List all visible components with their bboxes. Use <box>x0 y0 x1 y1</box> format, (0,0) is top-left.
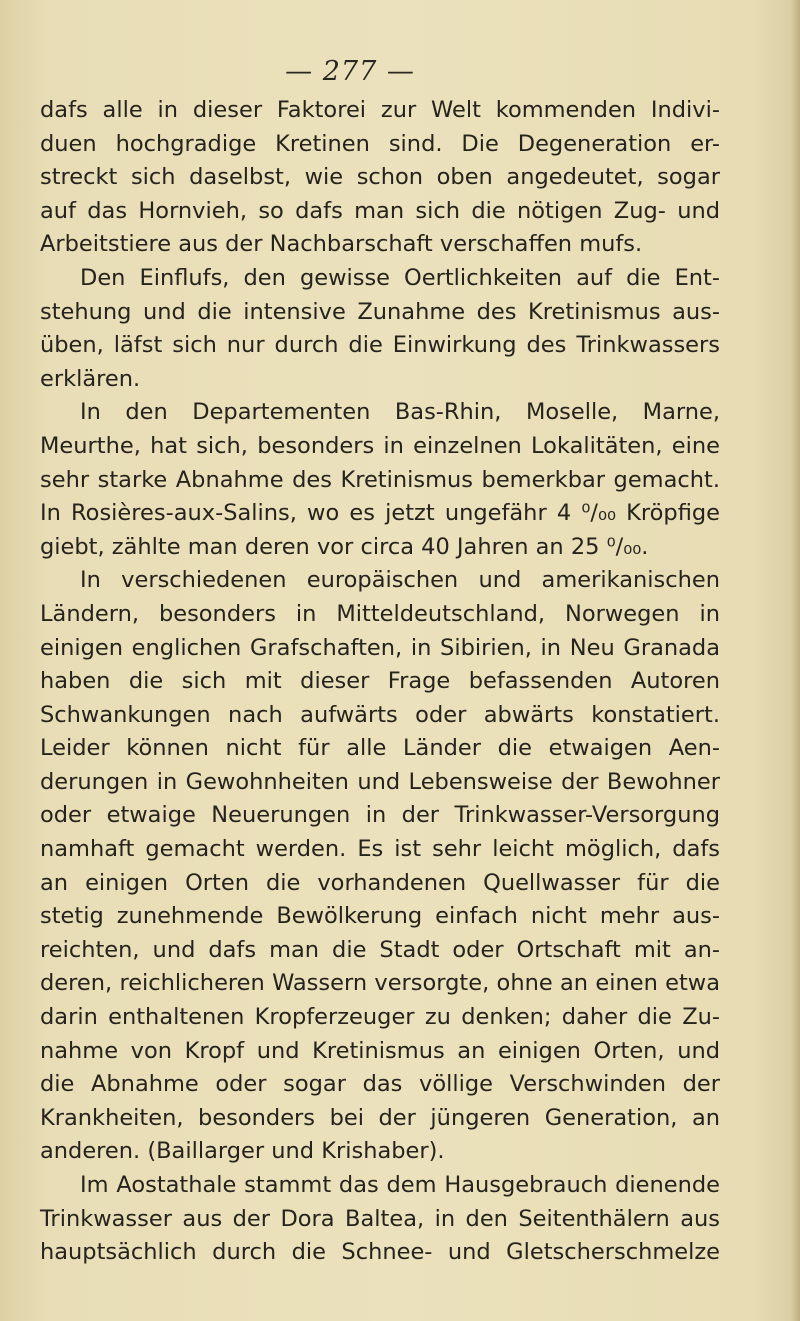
text-line: anderen. (Baillarger und Krishaber). <box>40 1138 445 1165</box>
text-line: darin enthaltenen Kropferzeuger zu denken; daher die Zu- <box>40 1004 720 1031</box>
text-line: duen hochgradige Kretinen sind. Die Degeneration er- <box>40 130 720 157</box>
text-line: die Abnahme oder sogar das völlige Verschwinden der <box>40 1071 720 1098</box>
text-line: haben die sich mit dieser Frage befassenden Autoren <box>40 668 720 695</box>
text-line: auf das Hornvieh, so dafs man sich die nötigen Zug- und <box>40 197 720 224</box>
body-text <box>40 94 720 1270</box>
text-line: deren, reichlicheren Wassern versorgte, ohne an einen etwa <box>40 970 720 997</box>
text-line: an einigen Orten die vorhandenen Quellwasser für die <box>40 869 720 896</box>
text-line: reichten, und dafs man die Stadt oder Ortschaft mit an- <box>40 936 720 963</box>
text-line: streckt sich daselbst, wie schon oben angedeutet, sogar <box>40 164 720 191</box>
text-line: Im Aostathale stammt das dem Hausgebrauch dienende <box>80 1172 720 1198</box>
text-line: In den Departementen Bas-Rhin, Moselle, Marne, <box>80 399 720 426</box>
text-line: In verschiedenen europäischen und amerikanischen <box>80 567 720 594</box>
text-line: In Rosières-aux-Salins, wo es jetzt ungefähr 4 ⁰/₀₀ Kröpfige <box>40 500 720 527</box>
text-line: namhaft gemacht werden. Es ist sehr leicht möglich, dafs <box>40 836 720 863</box>
text-line: nahme von Kropf und Kretinismus an einigen Orten, und <box>40 1037 720 1064</box>
text-line: Ländern, besonders in Mitteldeutschland, Norwegen in <box>40 600 720 627</box>
text-line: stehung und die intensive Zunahme des Kretinismus aus- <box>40 298 720 325</box>
text-line: Trinkwasser aus der Dora Baltea, in den Seitenthälern aus <box>40 1205 720 1232</box>
text-line: derungen in Gewohnheiten und Lebensweise der Bewohner <box>40 768 720 795</box>
text-line: Meurthe, hat sich, besonders in einzelnen Lokalitäten, eine <box>40 432 720 459</box>
text-line: oder etwaige Neuerungen in der Trinkwasser-Versorgung <box>40 802 720 829</box>
page-edge-shadow <box>790 0 800 1321</box>
text-line: giebt, zählte man deren vor circa 40 Jahren an 25 ⁰/₀₀. <box>40 533 649 560</box>
text-line: stetig zunehmende Bewölkerung einfach nicht mehr aus- <box>40 903 720 930</box>
text-line: Schwankungen nach aufwärts oder abwärts konstatiert. <box>40 701 720 728</box>
text-line: üben, läfst sich nur durch die Einwirkung des Trinkwassers <box>40 332 720 359</box>
text-line: dafs alle in dieser Faktorei zur Welt kommenden Indivi- <box>40 97 720 123</box>
text-line: Leider können nicht für alle Länder die etwaigen Aen- <box>40 735 720 762</box>
text-line: sehr starke Abnahme des Kretinismus bemerkbar gemacht. <box>40 466 720 493</box>
text-line: erklären. <box>40 365 141 392</box>
text-line: hauptsächlich durch die Schnee- und Gletscherschmelze <box>40 1239 720 1266</box>
page-number: — 277 — <box>285 56 415 87</box>
text-line: Den Einflufs, den gewisse Oertlichkeiten auf die Ent- <box>80 264 720 291</box>
text-line: Arbeitstiere aus der Nachbarschaft verschaffen mufs. <box>40 231 643 258</box>
text-line: einigen englichen Grafschaften, in Sibirien, in Neu Granada <box>40 634 720 661</box>
text-line: Krankheiten, besonders bei der jüngeren Generation, an <box>40 1104 720 1131</box>
